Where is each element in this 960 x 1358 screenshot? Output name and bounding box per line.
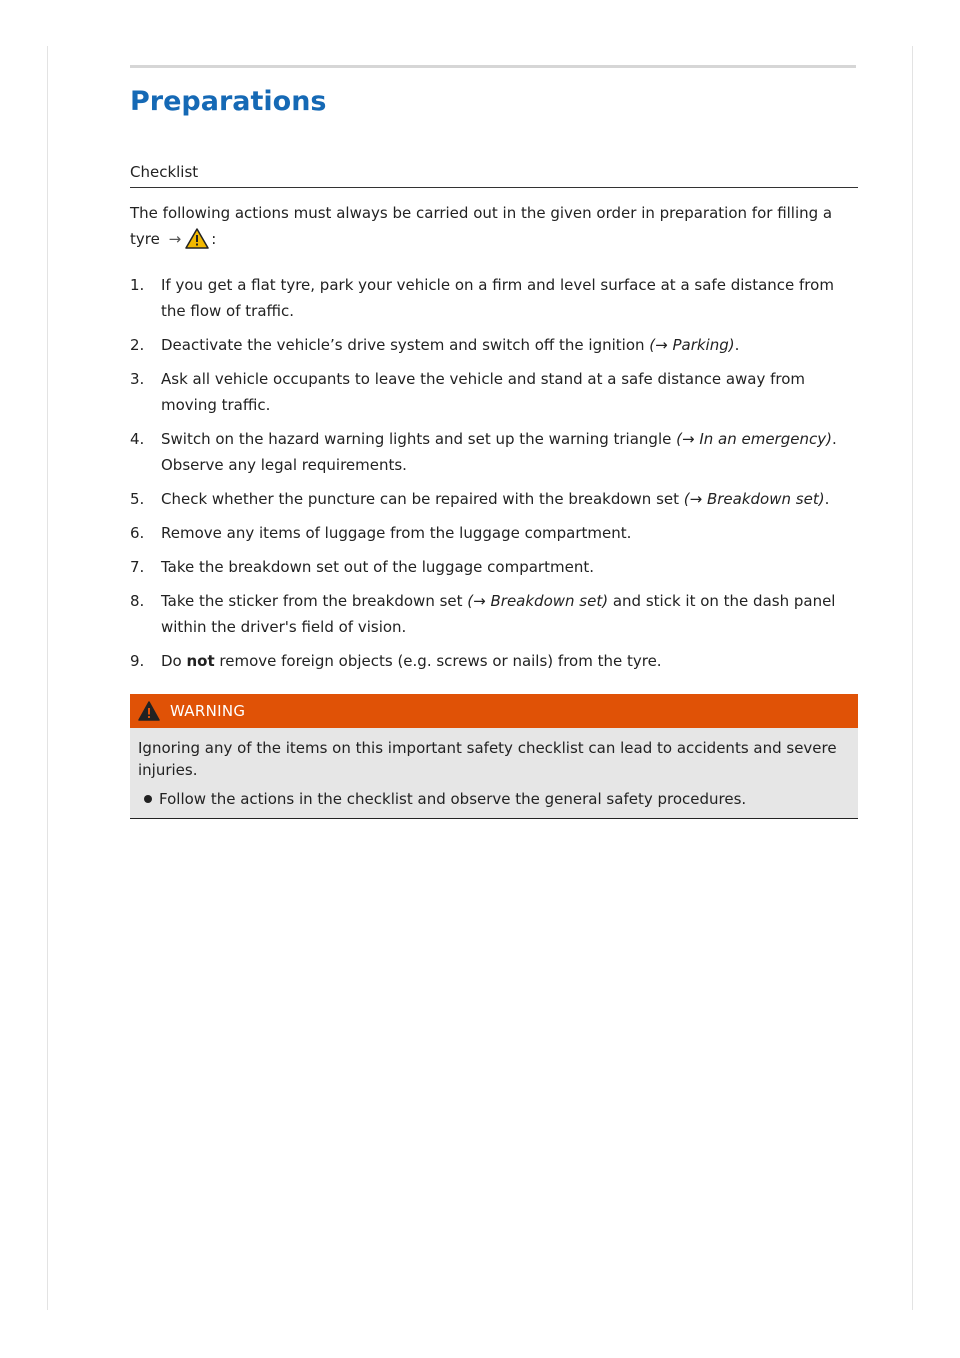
section-heading: Checklist [130,163,858,188]
step-text: . [734,336,740,354]
warning-body [130,728,858,819]
step-text: . [824,490,830,508]
step-number: 5. [130,490,145,508]
warning-bullet-text: Follow the actions in the checklist and observe the general safety procedures. [159,790,747,808]
checklist-step [130,272,860,324]
checklist-step [130,486,860,512]
checklist-step [130,366,860,418]
checklist-step [130,426,860,478]
warning-header [130,694,858,728]
warning-bullet [138,788,850,810]
arrow-icon: → [168,230,182,248]
intro-colon: : [211,230,217,248]
step-number: 4. [130,430,145,448]
step-text: Deactivate the vehicle’s drive system and switch off the ignition [161,336,650,354]
header-rule [130,65,856,68]
page-title: Preparations [130,86,327,117]
checklist-step [130,332,860,358]
warning-label: WARNING [170,702,246,720]
warning-triangle-icon[interactable] [185,228,209,257]
step-text: Take the sticker from the breakdown set [161,592,468,610]
warning-triangle-icon [138,701,160,721]
checklist-step [130,554,860,580]
cross-reference-link[interactable]: (→ Parking) [649,336,735,354]
intro-paragraph [130,200,860,257]
cross-reference-link[interactable]: (→ In an emergency) [676,430,832,448]
step-text: Remove any items of luggage from the luggage compartment. [161,524,632,542]
step-number: 8. [130,592,145,610]
checklist-step [130,520,860,546]
step-number: 7. [130,558,145,576]
warning-text: Ignoring any of the items on this important safety checklist can lead to accidents and severe injuries. [138,739,837,779]
cross-reference-link[interactable]: (→ Breakdown set) [467,592,609,610]
step-number: 9. [130,652,145,670]
step-text: Take the breakdown set out of the luggage compartment. [161,558,594,576]
bullet-icon [144,795,152,803]
emphasis-text: not [186,652,215,670]
checklist-step [130,648,860,674]
page-margin-line-left [47,46,48,1310]
step-text: . Observe any legal requirements. [161,430,837,474]
step-number: 1. [130,276,145,294]
checklist-step [130,588,860,640]
step-text: Check whether the puncture can be repaired with the breakdown set [161,490,684,508]
warning-box [130,694,858,819]
cross-reference-link[interactable]: (→ Breakdown set) [683,490,825,508]
intro-text: The following actions must always be carried out in the given order in preparation for filling a tyre [130,204,833,248]
step-text: Ask all vehicle occupants to leave the vehicle and stand at a safe distance away from moving traffic. [161,370,806,414]
step-number: 3. [130,370,145,388]
step-number: 2. [130,336,145,354]
page-margin-line-right [912,46,913,1310]
step-text: remove foreign objects (e.g. screws or nails) from the tyre. [214,652,662,670]
step-text: Switch on the hazard warning lights and set up the warning triangle [161,430,677,448]
step-text: and stick it on the dash panel within the driver's field of vision. [161,592,836,636]
checklist-steps [130,272,860,682]
step-text: If you get a flat tyre, park your vehicle on a firm and level surface at a safe distance from the flow of traffic. [161,276,834,320]
step-number: 6. [130,524,145,542]
step-text: Do [161,652,187,670]
